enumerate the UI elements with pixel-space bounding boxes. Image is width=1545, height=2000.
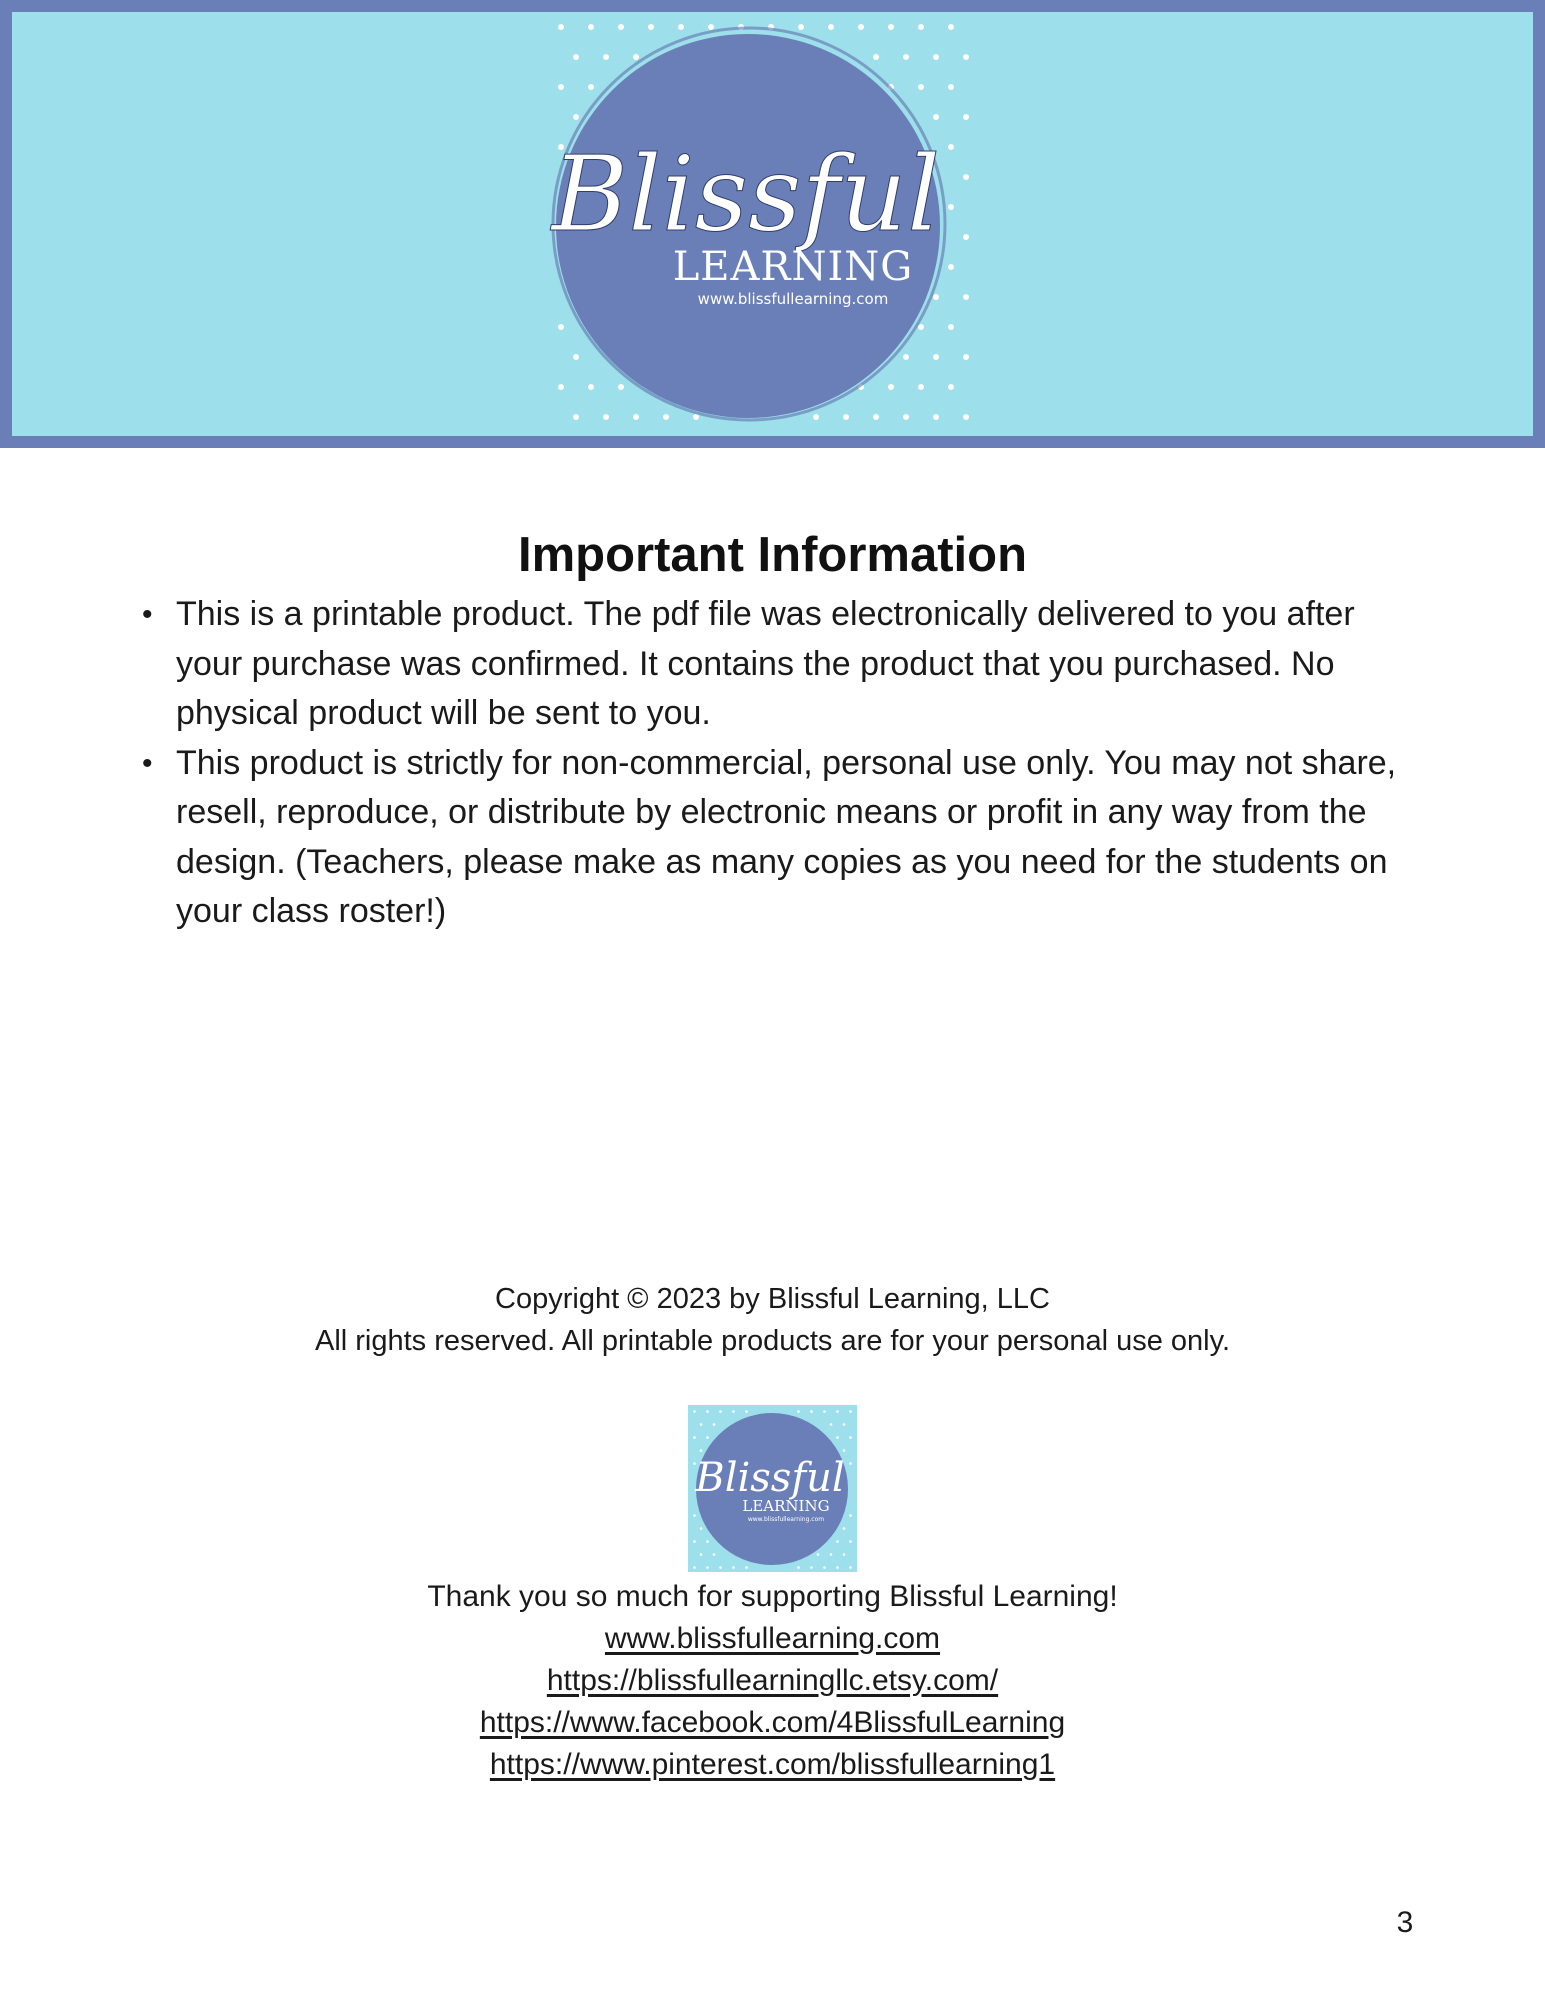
dot <box>558 324 564 330</box>
dot <box>843 414 849 420</box>
dot <box>693 1566 696 1569</box>
pinterest-link[interactable]: https://www.pinterest.com/blissfullearning1 <box>489 1748 1056 1781</box>
copyright-block <box>0 1278 1545 1362</box>
dot <box>828 24 834 30</box>
dot <box>858 24 864 30</box>
dot <box>700 1449 703 1452</box>
website-link[interactable]: www.blissfullearning.com <box>604 1622 941 1655</box>
dot <box>713 1423 716 1426</box>
brand-logo-graphic <box>546 12 972 436</box>
banner-background <box>12 12 1533 436</box>
dot <box>810 1410 813 1413</box>
dot <box>888 24 894 30</box>
info-item <box>142 590 1416 739</box>
dot <box>963 114 969 120</box>
dot <box>558 384 564 390</box>
dot <box>797 1410 800 1413</box>
dot <box>918 84 924 90</box>
info-item-text: This product is strictly for non-commercial, personal use only. You may not share, resell, reproduce, or distribute by electronic means or profit in any way from the design. (Teachers, please make as many copies as you need for the students on your class roster!) <box>176 743 1397 930</box>
bullet-icon: • <box>142 598 153 631</box>
dot <box>948 144 954 150</box>
rights-line: All rights reserved. All printable products are for your personal use only. <box>314 1325 1231 1357</box>
dot <box>813 414 819 420</box>
dot <box>745 1410 748 1413</box>
dot <box>706 1566 709 1569</box>
footer-logo <box>688 1405 857 1572</box>
dot <box>963 174 969 180</box>
dot <box>719 1566 722 1569</box>
dot <box>732 1410 735 1413</box>
brand-logo <box>546 12 972 436</box>
main-content <box>0 520 1545 937</box>
dot <box>963 234 969 240</box>
dot <box>948 204 954 210</box>
dot <box>903 54 909 60</box>
dot <box>836 1436 839 1439</box>
etsy-link[interactable]: https://blissfullearningllc.etsy.com/ <box>546 1664 999 1697</box>
dot <box>648 24 654 30</box>
dot <box>745 1566 748 1569</box>
dot <box>918 24 924 30</box>
dot <box>700 1423 703 1426</box>
dot <box>873 54 879 60</box>
dot <box>963 414 969 420</box>
logo-script-text: Blissful <box>695 1455 845 1501</box>
logo-script-text: Blissful <box>551 133 941 255</box>
dot <box>693 1410 696 1413</box>
dot <box>706 1410 709 1413</box>
dot <box>693 1540 696 1543</box>
dot <box>873 414 879 420</box>
logo-learning-text: LEARNING <box>742 1497 830 1515</box>
dot <box>888 384 894 390</box>
dot <box>700 1553 703 1556</box>
dot <box>588 384 594 390</box>
dot <box>823 1566 826 1569</box>
dot <box>588 24 594 30</box>
dot <box>706 1436 709 1439</box>
dot <box>963 294 969 300</box>
bullet-icon: • <box>142 746 153 780</box>
dot <box>708 24 714 30</box>
dot <box>843 1449 846 1452</box>
dot <box>948 264 954 270</box>
dot <box>798 24 804 30</box>
dot <box>830 1553 833 1556</box>
dot <box>588 84 594 90</box>
dot <box>843 1527 846 1530</box>
dot <box>948 24 954 30</box>
dot <box>933 54 939 60</box>
thanks-text: Thank you so much for supporting Blissful Learning! <box>427 1580 1118 1613</box>
dot <box>836 1566 839 1569</box>
dot <box>719 1410 722 1413</box>
dot <box>693 1514 696 1517</box>
dot <box>817 1553 820 1556</box>
dot <box>849 1410 852 1413</box>
dot <box>830 1423 833 1426</box>
dot <box>918 324 924 330</box>
dot <box>706 1540 709 1543</box>
dot <box>933 354 939 360</box>
dot <box>903 354 909 360</box>
dot <box>797 1566 800 1569</box>
dot <box>843 1553 846 1556</box>
info-item-text: This is a printable product. The pdf file was electronically delivered to you after your purchase was confirmed. It contains the product that you purchased. No physical product will be sent to you. <box>176 595 1355 732</box>
dot <box>700 1527 703 1530</box>
dot <box>933 114 939 120</box>
logo-learning-text: LEARNING <box>672 244 914 290</box>
dot <box>618 384 624 390</box>
dot <box>558 84 564 90</box>
facebook-link[interactable]: https://www.facebook.com/4BlissfulLearning <box>479 1706 1066 1739</box>
info-list <box>0 590 1416 937</box>
dot <box>633 414 639 420</box>
dot <box>849 1566 852 1569</box>
dot <box>948 84 954 90</box>
dot <box>836 1410 839 1413</box>
dot <box>678 24 684 30</box>
dot <box>633 54 639 60</box>
dot <box>849 1436 852 1439</box>
dot <box>693 1436 696 1439</box>
dot <box>573 354 579 360</box>
dot <box>693 414 699 420</box>
dot <box>836 1540 839 1543</box>
dot <box>948 324 954 330</box>
footer-logo-graphic <box>688 1405 857 1572</box>
dot <box>963 54 969 60</box>
dot <box>573 414 579 420</box>
dot <box>918 384 924 390</box>
dot <box>558 24 564 30</box>
page-number: 3 <box>1396 1906 1414 1939</box>
dot <box>948 384 954 390</box>
logo-url-text: www.blissfullearning.com <box>697 290 889 308</box>
dot <box>903 414 909 420</box>
dot <box>573 114 579 120</box>
dot <box>849 1462 852 1465</box>
info-item <box>142 739 1416 937</box>
logo-url-text: www.blissfullearning.com <box>747 1516 825 1523</box>
dot <box>933 294 939 300</box>
dot <box>843 1423 846 1426</box>
dot <box>849 1540 852 1543</box>
header-banner <box>0 0 1545 448</box>
footer-block <box>0 1576 1545 1786</box>
dot <box>963 354 969 360</box>
dot <box>603 54 609 60</box>
dot <box>810 1566 813 1569</box>
dot <box>573 54 579 60</box>
dot <box>603 414 609 420</box>
dot <box>933 414 939 420</box>
dot <box>732 1566 735 1569</box>
dot <box>823 1410 826 1413</box>
dot <box>618 24 624 30</box>
copyright-line: Copyright © 2023 by Blissful Learning, LLC <box>495 1283 1050 1315</box>
dot <box>849 1514 852 1517</box>
dot <box>663 414 669 420</box>
page-title: Important Information <box>517 528 1028 582</box>
dot <box>713 1553 716 1556</box>
